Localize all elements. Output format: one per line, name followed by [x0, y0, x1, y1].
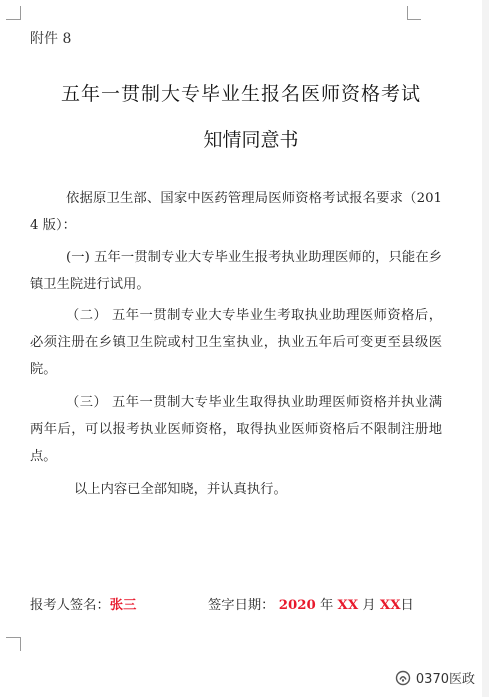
signature-block	[30, 594, 136, 613]
crop-mark	[407, 6, 408, 20]
paragraph-acknowledgement: 以上内容已全部知晓，并认真执行。	[74, 482, 287, 497]
attachment-label: 附件 8	[30, 31, 72, 47]
paragraph-intro: 依据原卫生部、国家中医药管理局医师资格考试报名要求（2014 版）：	[30, 191, 442, 233]
signature-label: 报考人签名：	[30, 598, 110, 613]
crop-mark	[6, 637, 20, 638]
paragraph-clause-2: （二） 五年一贯制专业大专毕业生考取执业助理医师资格后，必须注册在乡镇卫生院或村卫生室执业，执业五年后可变更至县级医院。	[30, 308, 442, 377]
crop-mark	[6, 19, 20, 20]
crop-mark	[20, 637, 21, 651]
date-day: XX	[379, 598, 401, 613]
crop-mark	[20, 6, 21, 20]
date-year-unit: 年	[319, 598, 334, 613]
document-title: 五年一贯制大专毕业生报名医师资格考试	[60, 83, 421, 105]
signature-name: 张三	[109, 598, 137, 613]
watermark	[395, 668, 475, 687]
crop-mark	[407, 19, 421, 20]
date-day-unit: 日	[400, 598, 414, 613]
paragraph-clause-3: （三） 五年一贯制大专毕业生取得执业助理医师资格并执业满两年后，可以报考执业医师资格，取得执业医师资格后不限制注册地点。	[30, 395, 442, 464]
date-year: 2020	[278, 598, 316, 613]
wechat-official-account-icon	[395, 670, 411, 686]
document-subtitle: 知情同意书	[203, 129, 299, 151]
watermark-text: 0370医政	[415, 672, 475, 687]
date-month-unit: 月	[362, 598, 376, 613]
signature-date-block	[208, 594, 414, 613]
paragraph-clause-1: (一) 五年一贯制专业大专毕业生报考执业助理医师的，只能在乡镇卫生院进行试用。	[30, 250, 442, 292]
date-label: 签字日期：	[208, 598, 275, 613]
date-month: XX	[337, 598, 359, 613]
